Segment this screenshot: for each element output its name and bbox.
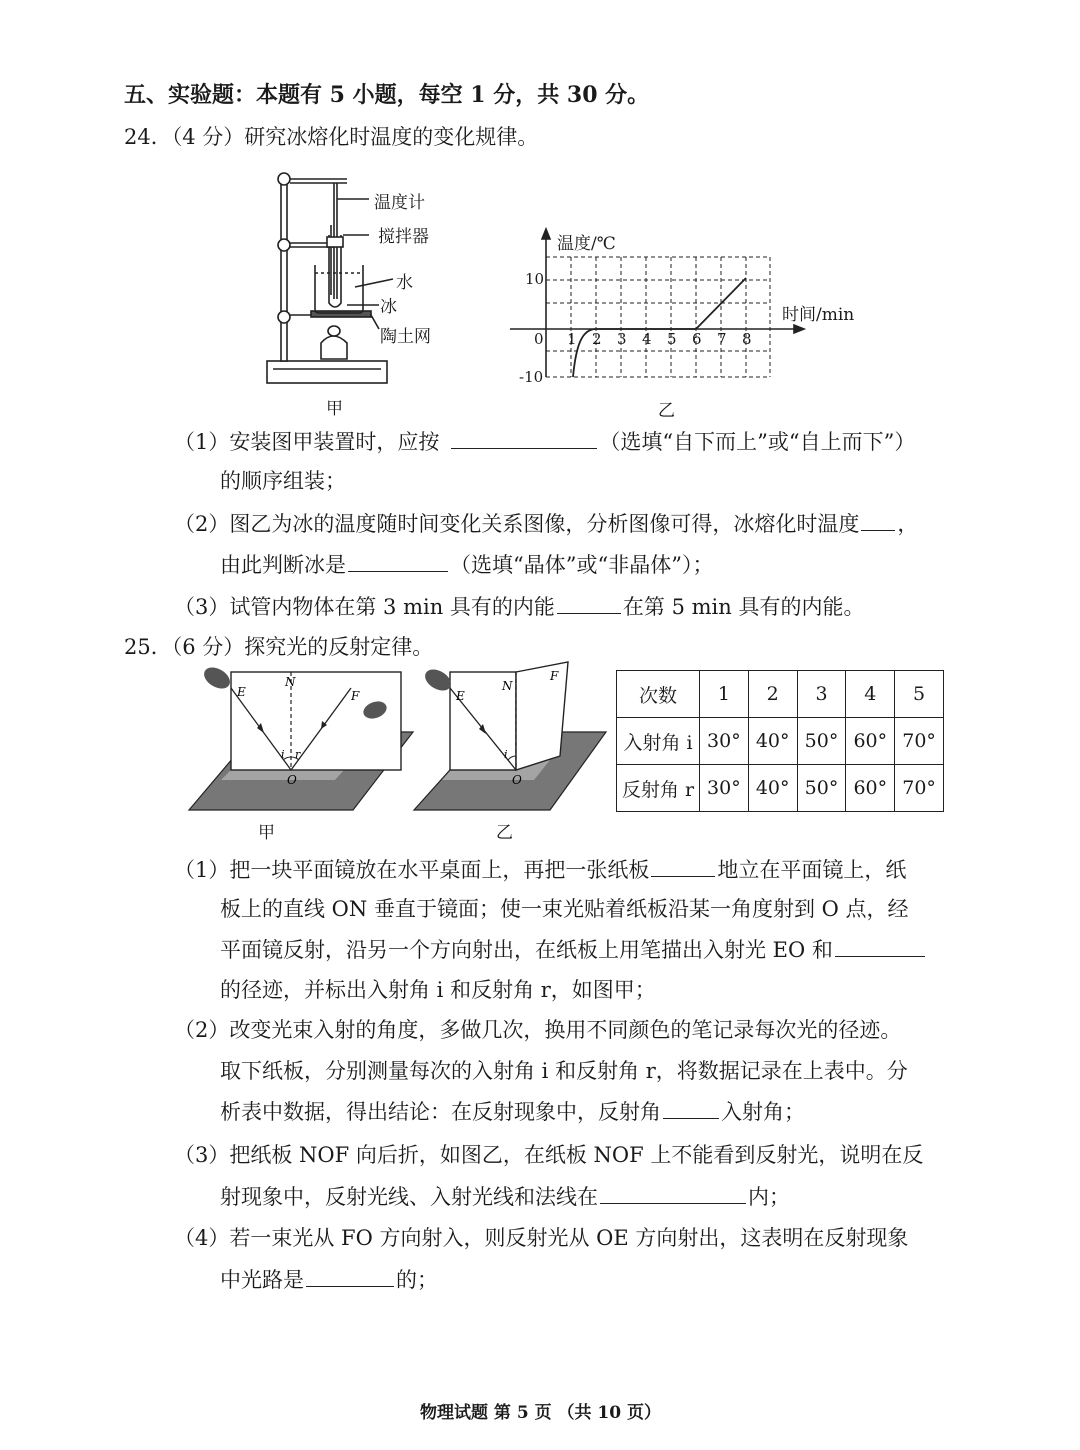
answer-blank-q25-4[interactable] [600,1181,746,1204]
q25-p3-line1: （3）把纸板 NOF 向后折，如图乙，在纸板 NOF 上不能看到反射光，说明在反 [174,1143,924,1167]
fig-a-letter-F: F [351,689,360,703]
answer-blank-q24-3[interactable] [348,549,448,572]
fig25-b-caption: 乙 [496,823,513,843]
fig-a-letter-E: E [237,685,246,699]
answer-blank-q24-2[interactable] [861,508,895,531]
fig-a-letter-i: i [281,748,285,761]
q25-p4-line1: （4）若一束光从 FO 方向射入，则反射光从 OE 方向射出，这表明在反射现象 [174,1226,909,1250]
q25-p1-line1: （1）把一块平面镜放在水平桌面上，再把一张纸板 地立在平面镜上，纸 [174,854,906,885]
label-gauze: 陶土网 [380,327,431,347]
reflection-data-table [616,670,944,812]
fig25-a-caption: 甲 [258,823,275,843]
q24-p1-line2: 的顺序组装； [220,469,346,493]
answer-blank-q25-2[interactable] [835,934,925,957]
q24-p2-line1: （2）图乙为冰的温度随时间变化关系图像，分析图像可得，冰熔化时温度 ， [174,508,918,539]
graph-x-tick-4: 4 [642,330,652,348]
q24-p1-line1: （1）安装图甲装置时，应按 （选填“自下而上”或“自上而下”） [174,426,915,457]
table-row [617,718,944,765]
graph-y-tick-minus-10: -10 [519,368,544,386]
reflection-figure-a [185,660,415,820]
graph-x-tick-5: 5 [667,330,677,348]
q25-p3-line2: 射现象中，反射光线、入射光线和法线在 内； [220,1181,790,1212]
table-cell: 70° [895,765,944,812]
table-cell: 50° [797,718,846,765]
graph-x-tick-3: 3 [617,330,627,348]
graph-x-tick-1: 1 [567,330,577,348]
label-water: 水 [396,273,413,293]
fig-a-letter-O: O [287,773,297,787]
fig-b-letter-N: N [502,679,513,693]
table-cell: 40° [748,765,797,812]
table-header-reflection: 反射角 r [617,765,700,812]
reflection-figure-b [410,660,610,820]
graph-x-label: 时间/min [782,305,855,325]
label-stirrer: 搅拌器 [378,227,429,247]
graph-x-tick-2: 2 [592,330,602,348]
table-cell: 1 [700,671,749,718]
graph-x-tick-6: 6 [692,330,702,348]
q25-p4-line2: 中光路是 的； [220,1264,438,1295]
q25-p1-line2: 板上的直线 ON 垂直于镜面；使一束光贴着纸板沿某一角度射到 O 点，经 [220,897,909,921]
label-ice: 冰 [380,297,397,317]
ice-melting-apparatus-figure [255,165,455,395]
q24-p3: （3）试管内物体在第 3 min 具有的内能 在第 5 min 具有的内能。 [174,591,864,622]
graph-y-tick-10: 10 [525,270,545,288]
table-cell: 70° [895,718,944,765]
graph-y-label: 温度/℃ [557,234,616,254]
table-row [617,765,944,812]
q25-p1-line3: 平面镜反射，沿另一个方向射出，在纸板上用笔描出入射光 EO 和 [220,934,927,965]
fig-b-letter-O: O [512,773,522,787]
table-header-incidence: 入射角 i [617,718,700,765]
table-cell: 3 [797,671,846,718]
table-cell: 60° [846,718,895,765]
q25-p1-line4: 的径迹，并标出入射角 i 和反射角 r，如图甲； [220,978,656,1002]
page-footer: 物理试题 第 5 页 （共 10 页） [420,1403,661,1423]
table-cell: 4 [846,671,895,718]
table-cell: 5 [895,671,944,718]
table-cell: 30° [700,718,749,765]
fig-b-letter-E: E [456,689,465,703]
fig-a-letter-r: r [295,748,301,761]
q24-title: 24．（4 分）研究冰熔化时温度的变化规律。 [124,125,539,149]
section-heading: 五、实验题：本题有 5 小题，每空 1 分，共 30 分。 [124,82,650,108]
table-cell: 50° [797,765,846,812]
answer-blank-q24-1[interactable] [451,426,597,449]
fig24-b-caption: 乙 [658,401,675,421]
table-row [617,671,944,718]
fig-a-letter-N: N [285,675,296,689]
graph-x-tick-7: 7 [717,330,727,348]
fig24-a-caption: 甲 [326,399,343,419]
table-header-trials: 次数 [617,671,700,718]
answer-blank-q24-4[interactable] [557,591,621,614]
q25-title: 25．（6 分）探究光的反射定律。 [124,635,434,659]
q25-p2-line1: （2）改变光束入射的角度，多做几次，换用不同颜色的笔记录每次光的径迹。 [174,1018,902,1042]
table-cell: 40° [748,718,797,765]
graph-x-tick-8: 8 [742,330,752,348]
graph-x-tick-0: 0 [534,330,544,348]
q24-p2-line2: 由此判断冰是 （选填“晶体”或“非晶体”）； [220,549,713,580]
answer-blank-q25-5[interactable] [306,1264,394,1287]
answer-blank-q25-1[interactable] [651,854,715,877]
answer-blank-q25-3[interactable] [663,1096,719,1119]
table-cell: 60° [846,765,895,812]
fig-b-letter-F: F [550,669,559,683]
table-cell: 30° [700,765,749,812]
q25-p2-line3: 析表中数据，得出结论：在反射现象中，反射角 入射角； [220,1096,805,1127]
q25-p2-line2: 取下纸板，分别测量每次的入射角 i 和反射角 r，将数据记录在上表中。分 [220,1059,908,1083]
table-cell: 2 [748,671,797,718]
label-thermometer: 温度计 [374,193,425,213]
fig-b-letter-i: i [504,748,508,761]
